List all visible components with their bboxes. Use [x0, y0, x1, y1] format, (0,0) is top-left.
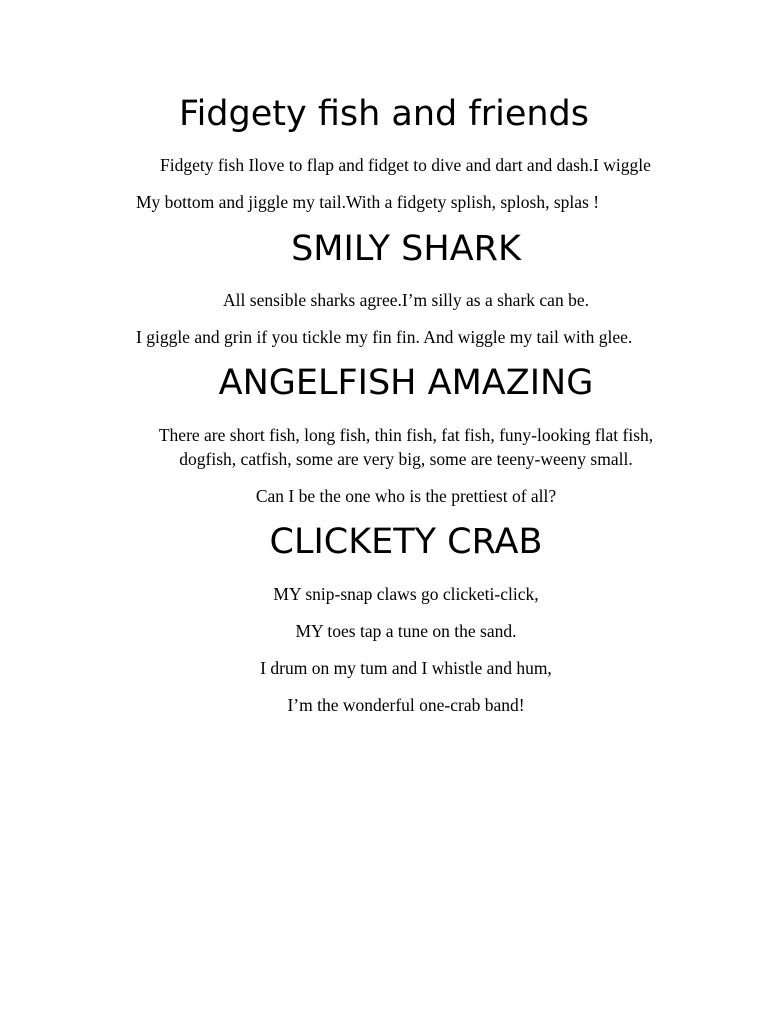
- poem-line: dogfish, catfish, some are very big, some are teeny-weeny small.: [179, 449, 633, 469]
- poem-title-fidgety-fish: Fidgety fish and friends: [179, 94, 590, 134]
- poem-line: Fidgety fish Ilove to flap and fidget to dive and dart and dash.I wiggle: [160, 155, 651, 175]
- poem-line: I drum on my tum and I whistle and hum,: [260, 658, 552, 678]
- poem-line: I giggle and grin if you tickle my fin fin. And wiggle my tail with glee.: [136, 327, 633, 347]
- poem-line: I’m the wonderful one-crab band!: [287, 695, 525, 715]
- poem-line: Can I be the one who is the prettiest of all?: [255, 486, 557, 506]
- poem-line: All sensible sharks agree.I’m silly as a shark can be.: [223, 290, 589, 310]
- poem-title-smily-shark: SMILY SHARK: [291, 229, 521, 269]
- poem-line: MY toes tap a tune on the sand.: [295, 621, 517, 641]
- poem-line: There are short fish, long fish, thin fish, fat fish, funy-looking flat fish,: [158, 425, 654, 445]
- poem-title-clickety-crab: CLICKETY CRAB: [269, 522, 543, 562]
- poem-title-angelfish-amazing: ANGELFISH AMAZING: [218, 363, 594, 403]
- poem-line: MY snip-snap claws go clicketi-click,: [273, 584, 539, 604]
- poem-line: My bottom and jiggle my tail.With a fidgety splish, splosh, splas !: [136, 192, 600, 212]
